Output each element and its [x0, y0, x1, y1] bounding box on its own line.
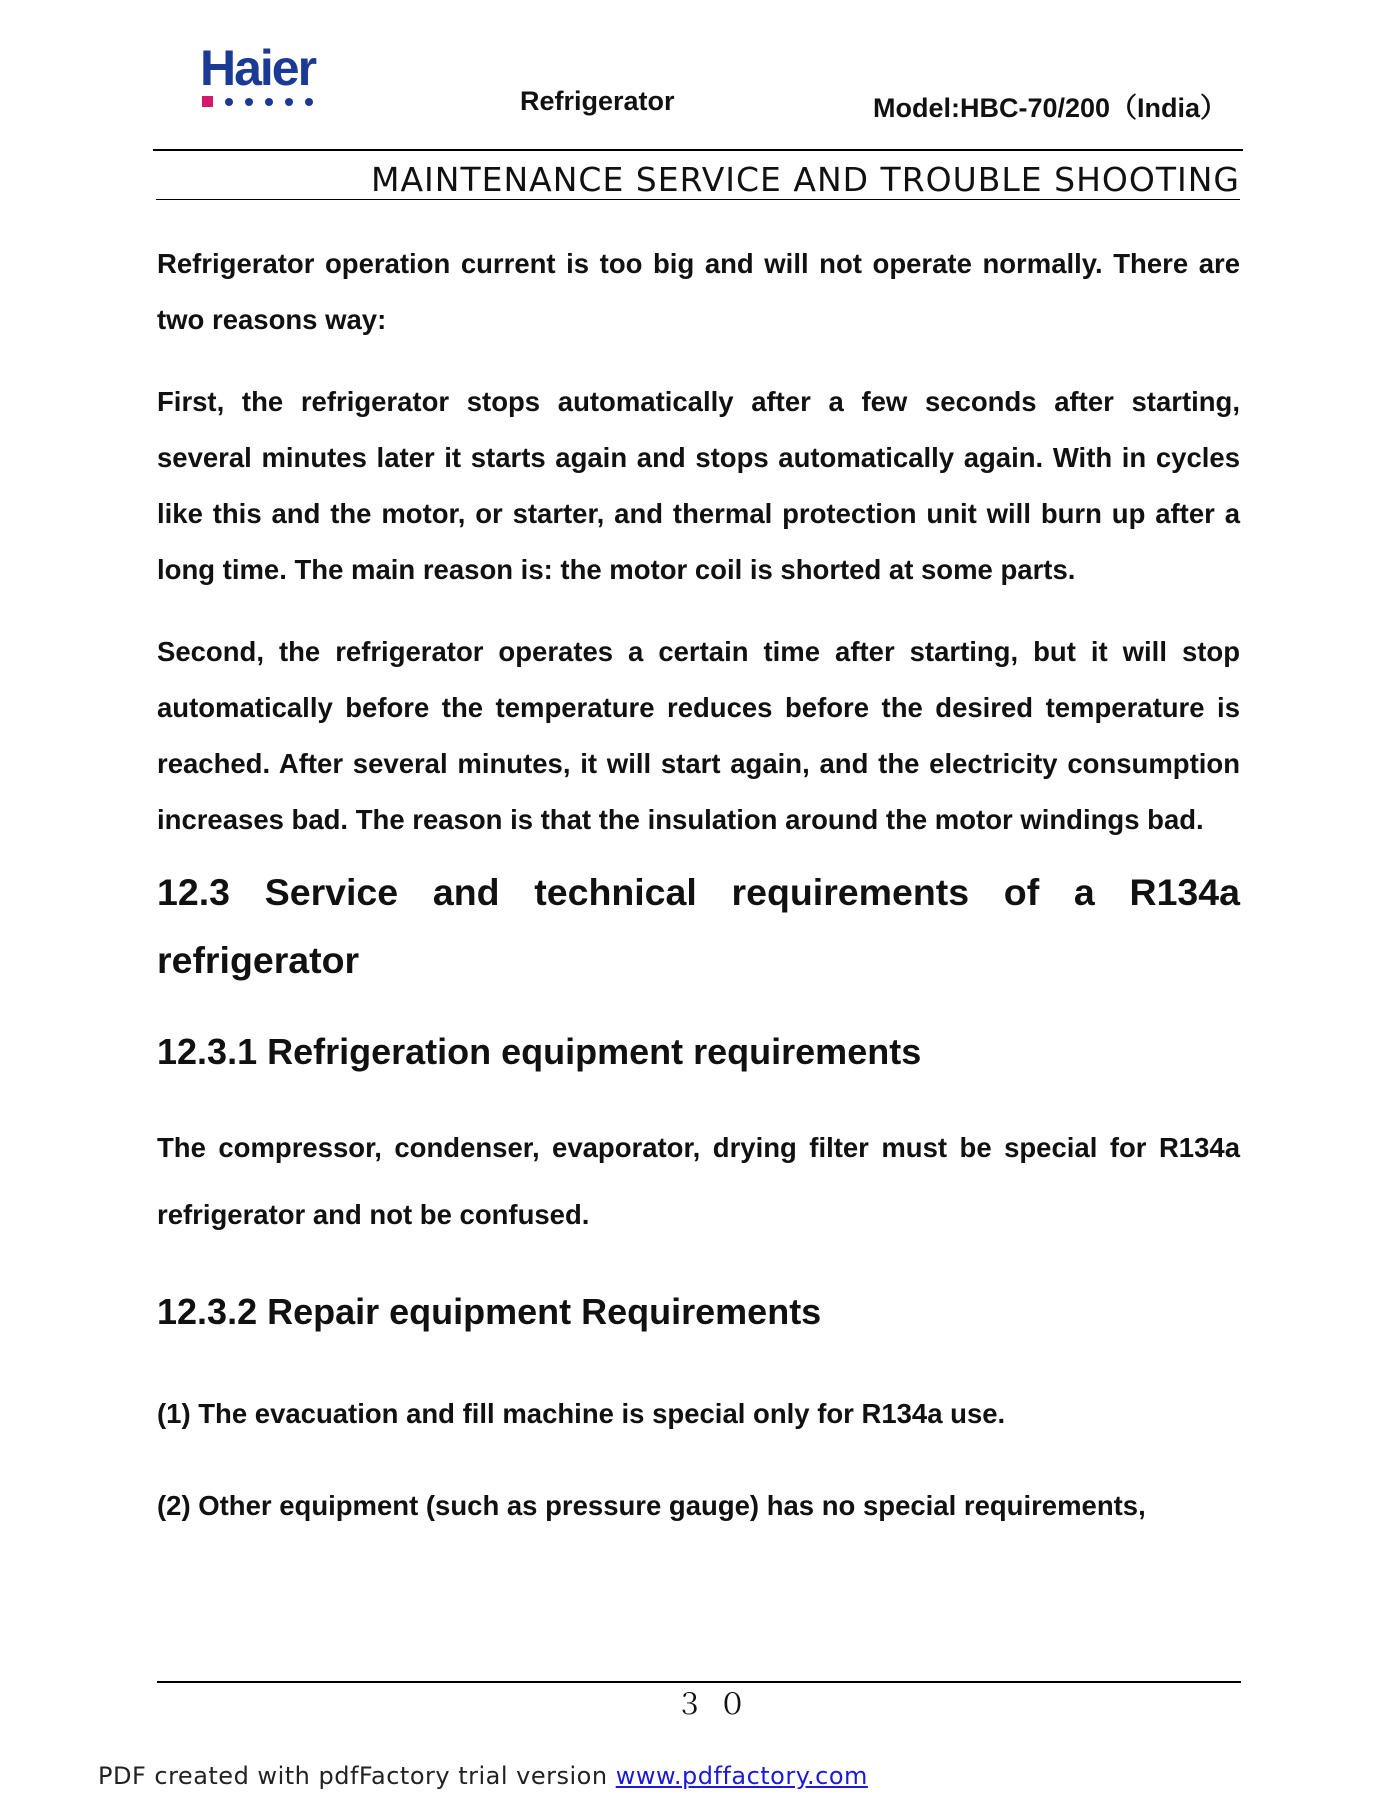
list-item: (1) The evacuation and fill machine is special only for R134a use.	[157, 1398, 1006, 1429]
list-item: (2) Other equipment (such as pressure gauge) has no special requirements,	[157, 1490, 1146, 1521]
logo-dot	[285, 98, 293, 106]
logo-dot	[245, 98, 253, 106]
heading-12-3-1: 12.3.1 Refrigeration equipment requirements	[157, 1031, 922, 1072]
header-product: Refrigerator	[520, 86, 675, 116]
logo-dot	[225, 98, 233, 106]
logo-text: Haier	[200, 40, 316, 96]
footer-link[interactable]: www.pdffactory.com	[615, 1762, 868, 1790]
header-model: Model:HBC-70/200（India）	[873, 93, 1228, 123]
paragraph-second-reason: Second, the refrigerator operates a certain time after starting, but it will stop automatically before the temperature reduces before the desired temperature is reached. After several minutes, it will start again, and the electricity consumption increases bad. The reason is that the insulation around the motor windings bad.	[157, 636, 1240, 835]
heading-12-3-2: 12.3.2 Repair equipment Requirements	[157, 1291, 822, 1332]
page-content	[157, 236, 1240, 1534]
heading-12-3: 12.3 Service and technical requirements of a R134a refrigerator	[157, 871, 1240, 981]
paragraph-intro: Refrigerator operation current is too big and will not operate normally. There are two reasons way:	[157, 248, 1240, 335]
footer-text: PDF created with pdfFactory trial version	[98, 1762, 616, 1790]
logo-dots	[202, 96, 352, 107]
logo-square	[202, 96, 213, 107]
page-number: ３０	[675, 1687, 762, 1721]
paragraph-equipment: The compressor, condenser, evaporator, drying filter must be special for R134a refrigerator and not be confused.	[157, 1132, 1240, 1230]
paragraph-first-reason: First, the refrigerator stops automatically after a few seconds after starting, several minutes later it starts again and stops automatically again. With in cycles like this and the motor, or starter, and thermal protection unit will burn up after a long time. The main reason is: the motor coil is shorted at some parts.	[157, 386, 1240, 585]
section-title: MAINTENANCE SERVICE AND TROUBLE SHOOTING	[156, 160, 1240, 200]
header-divider	[153, 149, 1243, 151]
logo-dot	[265, 98, 273, 106]
logo-dot	[305, 98, 313, 106]
pdf-footer	[98, 1762, 868, 1790]
haier-logo	[200, 42, 352, 112]
